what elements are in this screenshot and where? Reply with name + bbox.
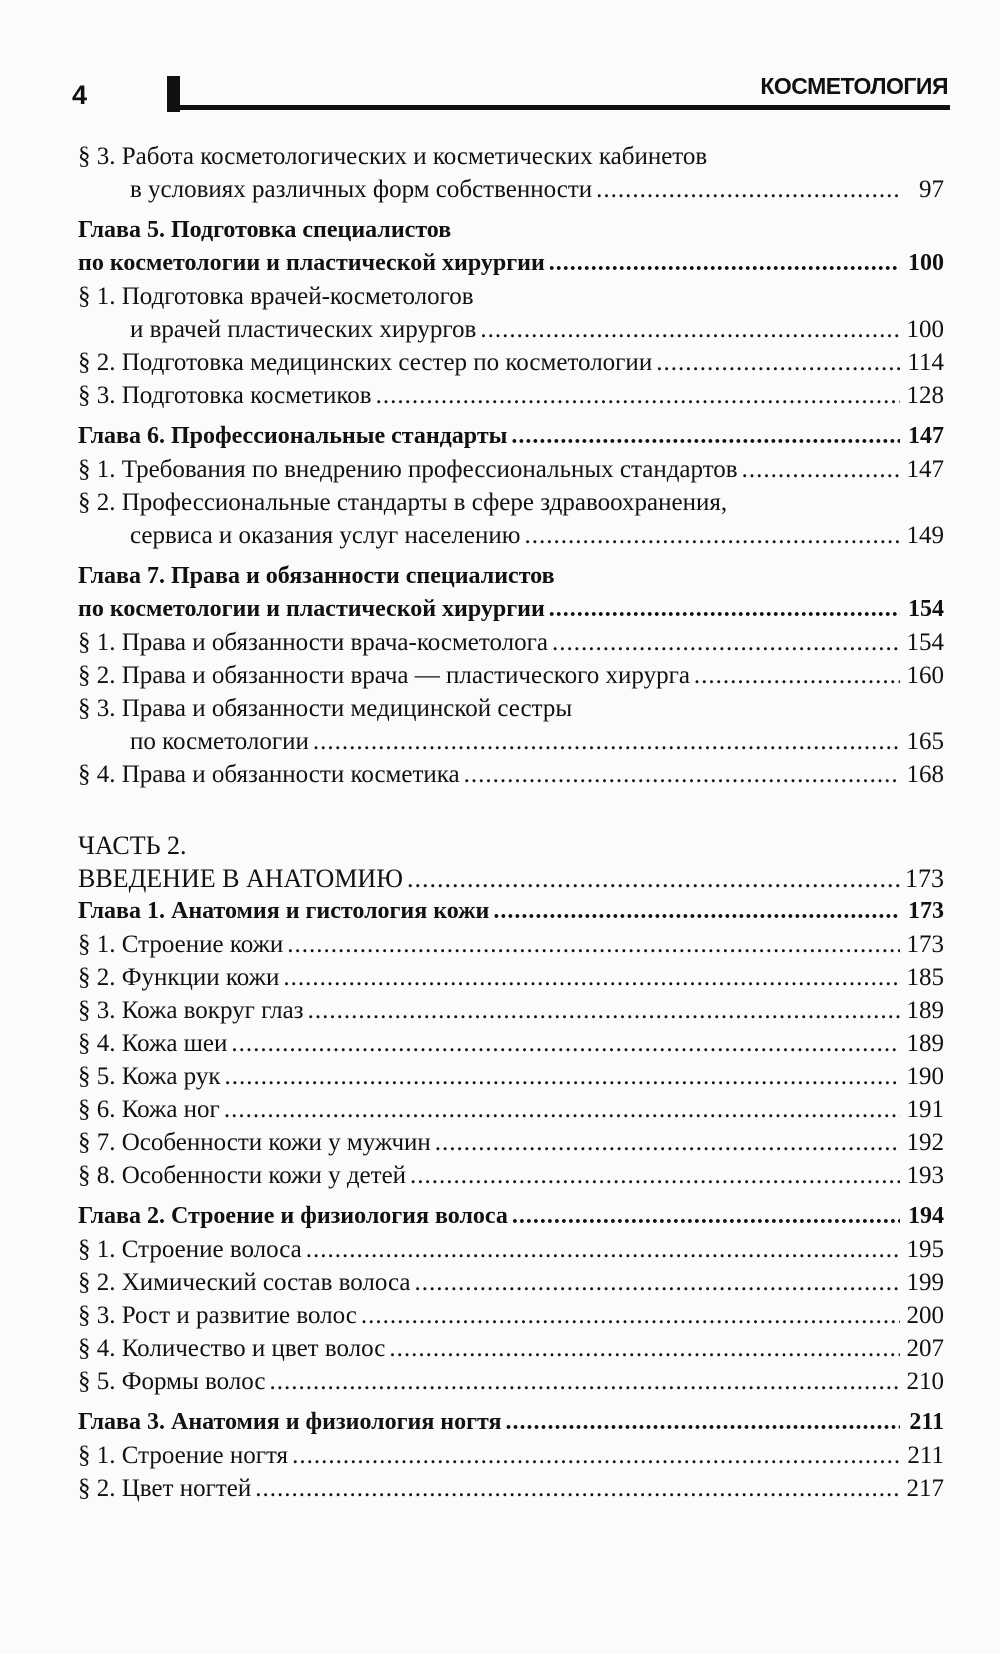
toc-chapter: по косметологии и пластической хирургии ..... 154 [78, 593, 944, 626]
toc-entry: § 2. Подготовка медицинских сестер по косметологии ..... 114 [78, 346, 944, 379]
toc-entry: в условиях различных форм собственности ..... 97 [78, 173, 944, 206]
toc-part: ВВЕДЕНИЕ В АНАТОМИЮ ..... 173 [78, 862, 944, 895]
toc-entry: сервиса и оказания услуг населению ..... 149 [78, 519, 944, 552]
toc-entry: § 6. Кожа ног ..... 191 [78, 1093, 944, 1126]
toc-entry: § 3. Кожа вокруг глаз ..... 189 [78, 994, 944, 1027]
header-rule [167, 105, 950, 110]
toc-entry: § 1. Строение волоса ..... 195 [78, 1233, 944, 1266]
toc-entry: § 2. Профессиональные стандарты в сфере здравоохранения, [78, 489, 728, 516]
toc-entry: § 1. Права и обязанности врача-косметолога ..... 154 [78, 626, 944, 659]
table-of-contents [78, 140, 944, 1505]
page-number: 4 [72, 80, 88, 110]
toc-entry: § 2. Функции кожи ..... 185 [78, 961, 944, 994]
toc-entry: § 1. Строение ногтя ..... 211 [78, 1439, 944, 1472]
toc-part: ЧАСТЬ 2. [78, 831, 187, 860]
toc-entry: и врачей пластических хирургов ..... 100 [78, 313, 944, 346]
toc-entry: § 3. Подготовка косметиков ..... 128 [78, 379, 944, 412]
toc-entry: § 2. Цвет ногтей ..... 217 [78, 1472, 944, 1505]
toc-chapter: по косметологии и пластической хирургии ..... 100 [78, 247, 944, 280]
toc-entry: § 7. Особенности кожи у мужчин ..... 192 [78, 1126, 944, 1159]
toc-entry: § 1. Подготовка врачей-косметологов [78, 283, 474, 310]
toc-chapter: Глава 6. Профессиональные стандарты ..... 147 [78, 420, 944, 453]
toc-chapter: Глава 7. Права и обязанности специалистов [78, 563, 555, 589]
toc-chapter: Глава 5. Подготовка специалистов [78, 217, 452, 243]
toc-entry: по косметологии ..... 165 [78, 725, 944, 758]
toc-entry: § 3. Работа косметологических и косметических кабинетов [78, 143, 708, 170]
toc-entry: § 5. Формы волос ..... 210 [78, 1365, 944, 1398]
toc-entry: § 4. Кожа шеи ..... 189 [78, 1027, 944, 1060]
toc-entry: § 3. Рост и развитие волос ..... 200 [78, 1299, 944, 1332]
toc-entry: § 2. Права и обязанности врача — пластического хирурга ..... 160 [78, 659, 944, 692]
toc-entry: § 8. Особенности кожи у детей ..... 193 [78, 1159, 944, 1192]
toc-entry: § 4. Количество и цвет волос ..... 207 [78, 1332, 944, 1365]
toc-entry: § 3. Права и обязанности медицинской сестры [78, 695, 573, 722]
toc-chapter: Глава 1. Анатомия и гистология кожи ..... 173 [78, 895, 944, 928]
toc-entry: § 4. Права и обязанности косметика ..... 168 [78, 758, 944, 791]
toc-entry: § 1. Строение кожи ..... 173 [78, 928, 944, 961]
running-title: КОСМЕТОЛОГИЯ [760, 73, 948, 99]
toc-chapter: Глава 2. Строение и физиология волоса ..... 194 [78, 1200, 944, 1233]
toc-entry: § 5. Кожа рук ..... 190 [78, 1060, 944, 1093]
toc-entry: § 2. Химический состав волоса ..... 199 [78, 1266, 944, 1299]
toc-entry: § 1. Требования по внедрению профессиональных стандартов ..... 147 [78, 453, 944, 486]
toc-chapter: Глава 3. Анатомия и физиология ногтя ..... 211 [78, 1406, 944, 1439]
